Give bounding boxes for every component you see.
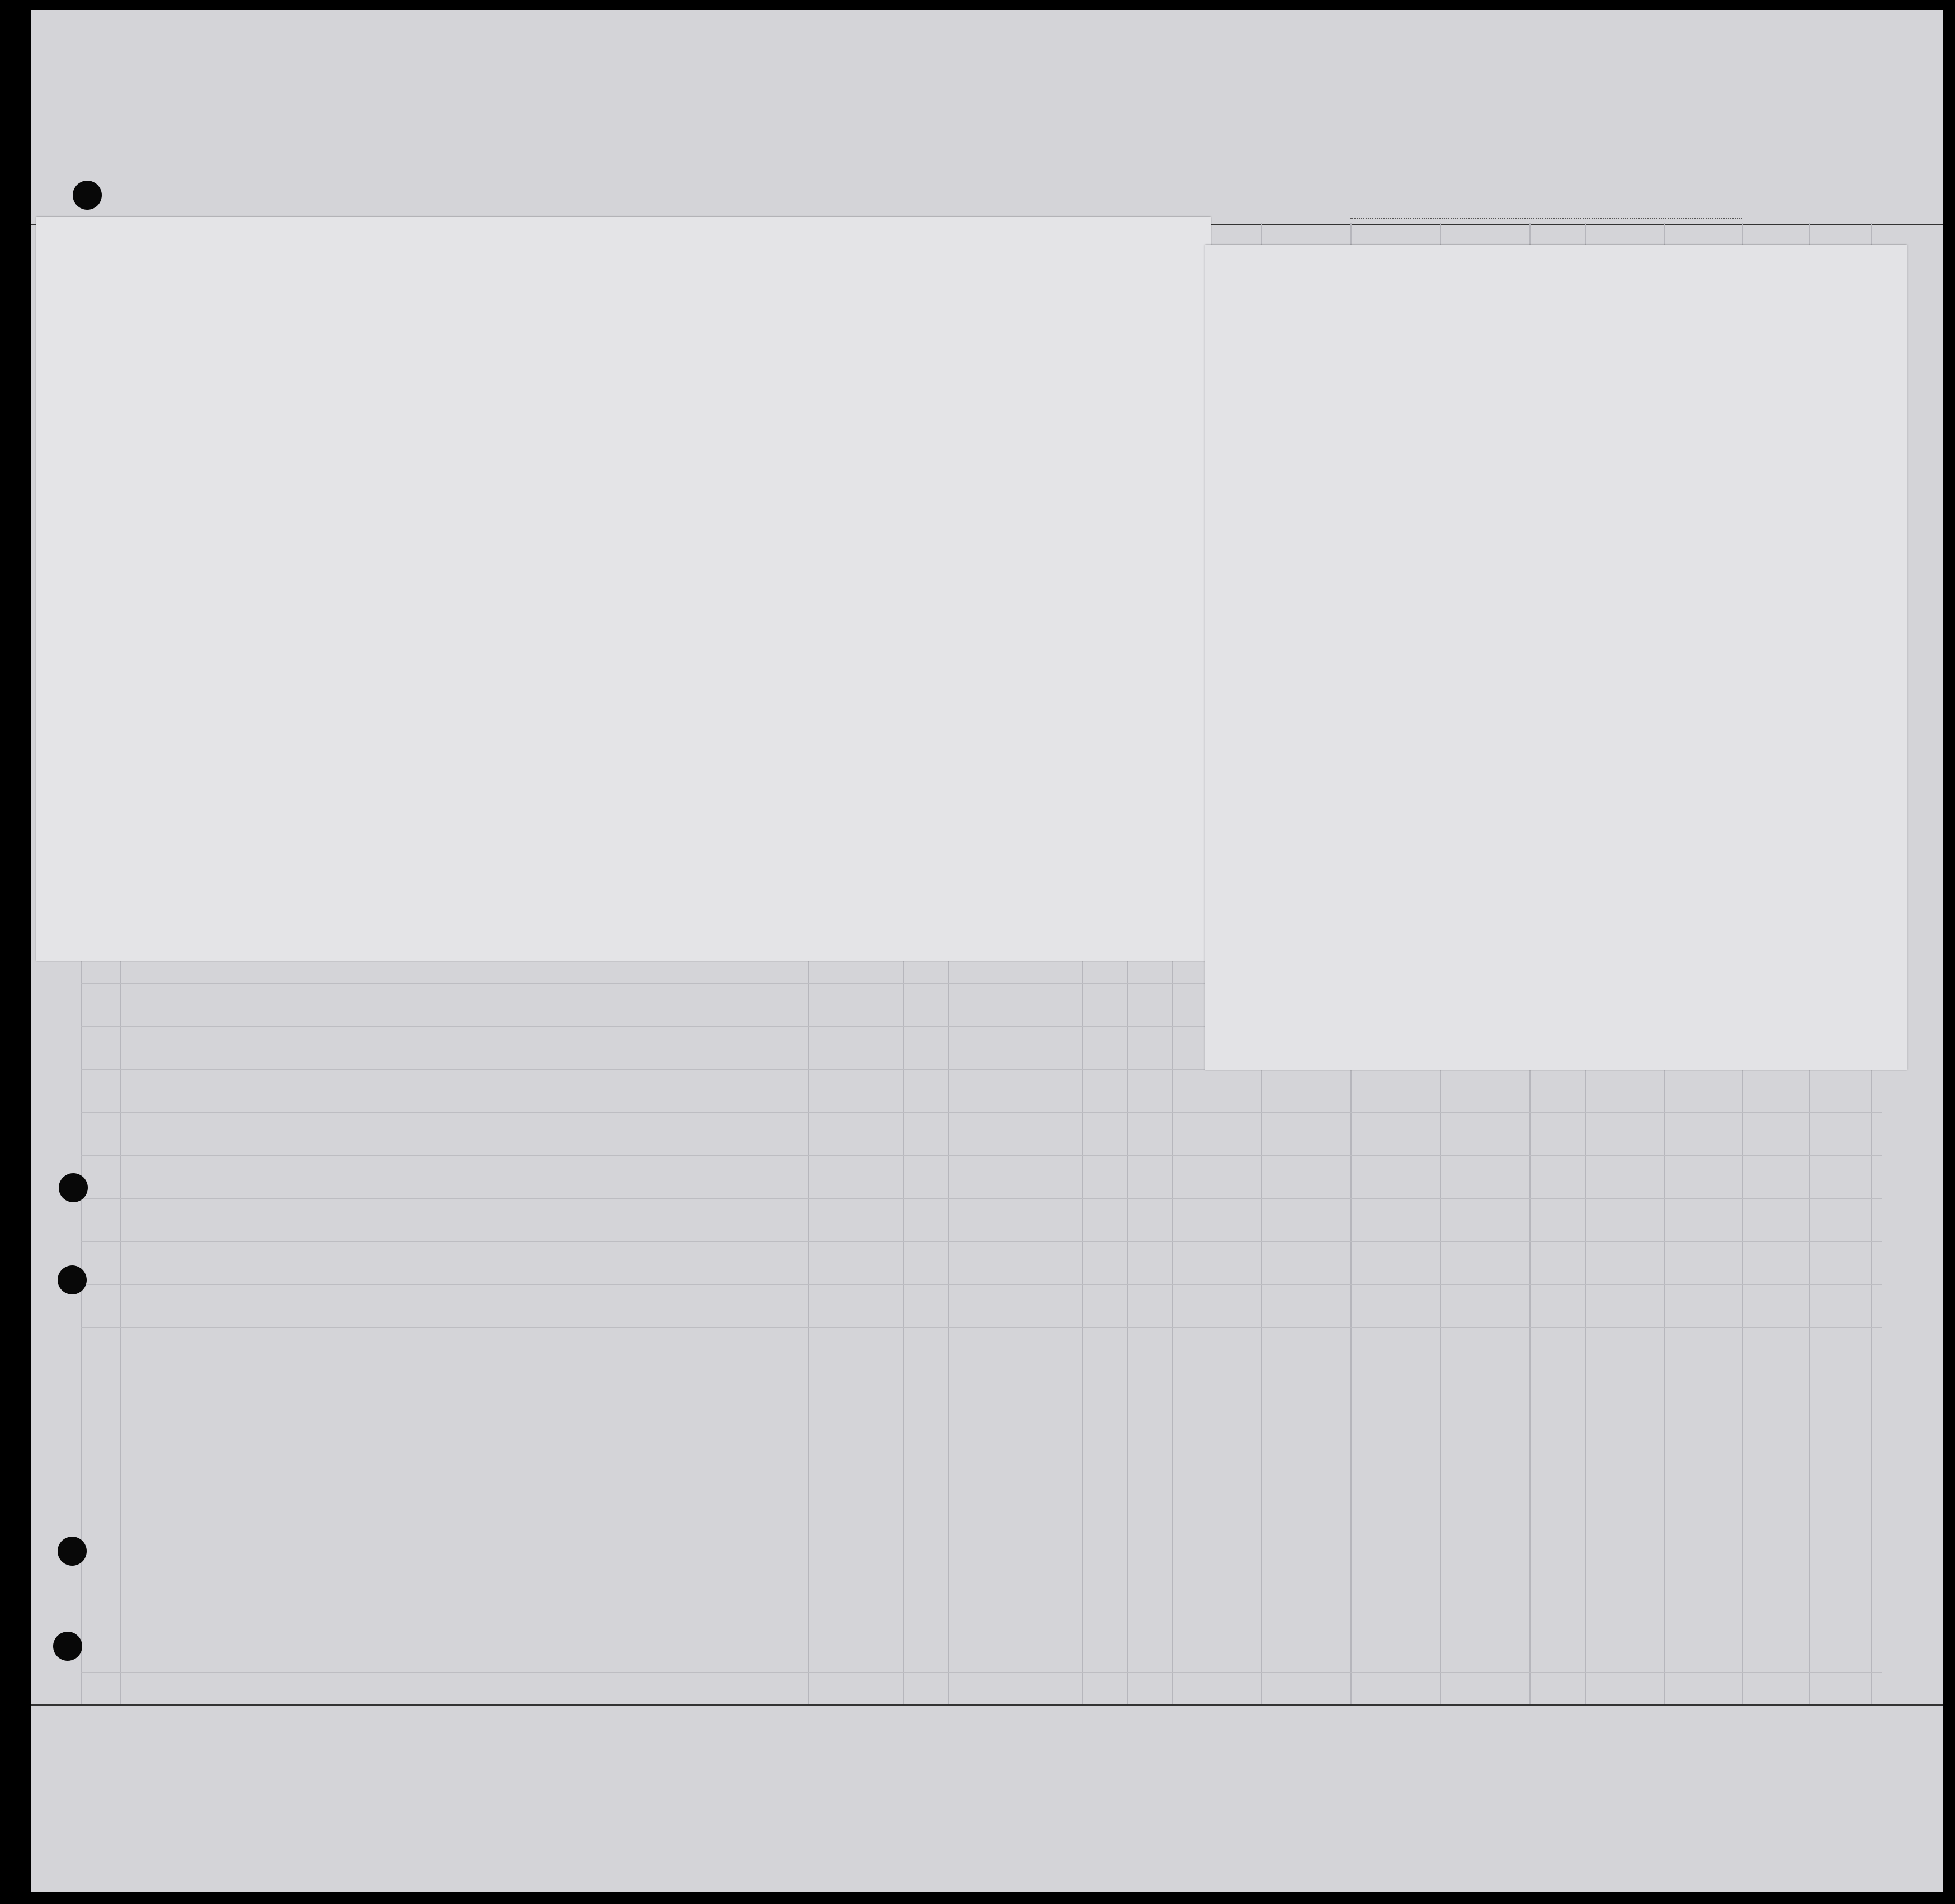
grid-row-line — [81, 1112, 1882, 1113]
grid-row-line — [81, 1672, 1882, 1673]
instructions-sheet — [36, 217, 1211, 961]
grid-row-line — [81, 1284, 1882, 1285]
instructions-rotated — [36, 217, 1211, 961]
punch-hole — [58, 1537, 87, 1566]
grid-row-line — [81, 1327, 1882, 1328]
punch-hole — [58, 1265, 87, 1294]
grid-row-line — [81, 1155, 1882, 1156]
crew-list-sheet — [1205, 245, 1907, 1070]
from-port-line — [1350, 218, 1742, 219]
punch-hole — [73, 181, 102, 210]
table-bottom-rule — [31, 1704, 1943, 1706]
grid-row-line — [81, 1198, 1882, 1199]
punch-hole — [59, 1173, 88, 1202]
punch-hole — [53, 1632, 82, 1661]
grid-row-line — [81, 1241, 1882, 1242]
manifest-sheet — [31, 10, 1943, 1892]
